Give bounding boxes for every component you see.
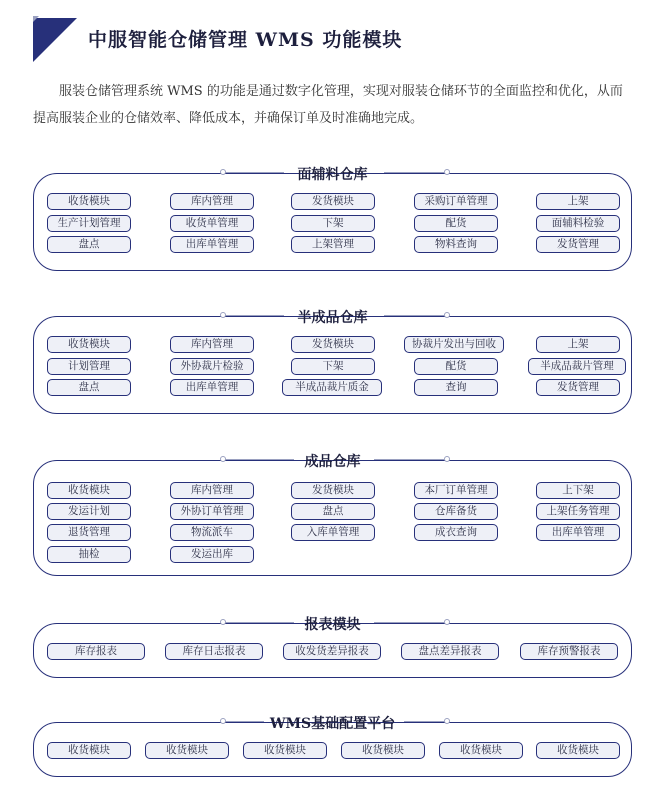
module-button[interactable]: 收货模块 [47, 336, 131, 353]
module-button[interactable]: 发运出库 [170, 546, 254, 563]
module-button[interactable]: 上架管理 [291, 236, 375, 253]
module-button[interactable]: 库存报表 [47, 643, 145, 660]
module-button[interactable]: 库内管理 [170, 336, 254, 353]
module-button[interactable]: 半成品裁片质金 [282, 379, 382, 396]
section-title-dot-left [220, 718, 226, 724]
module-button[interactable]: 盘点差异报表 [401, 643, 499, 660]
section-title: 成品仓库 [304, 454, 361, 470]
module-button[interactable]: 出库单管理 [170, 236, 254, 253]
module-button[interactable]: 上下架 [536, 482, 620, 499]
section-title-dot-right [444, 619, 450, 625]
section-title-dot-right [444, 456, 450, 462]
module-button[interactable]: 收货模块 [439, 742, 523, 759]
module-button[interactable]: 收货模块 [145, 742, 229, 759]
section-title-dot-left [220, 456, 226, 462]
module-button[interactable]: 收货模块 [341, 742, 425, 759]
module-button[interactable]: 下架 [291, 215, 375, 232]
module-button[interactable]: 发货管理 [536, 379, 620, 396]
section-title-dot-left [220, 619, 226, 625]
module-button[interactable]: 本厂订单管理 [414, 482, 498, 499]
module-button[interactable]: 收货模块 [47, 193, 131, 210]
section-title-line-left [224, 459, 294, 460]
module-button[interactable]: 协裁片发出与回收 [404, 336, 504, 353]
section-finished-goods-warehouse [33, 454, 632, 576]
module-button[interactable]: 库内管理 [170, 482, 254, 499]
module-button[interactable]: 外协裁片检验 [170, 358, 254, 375]
module-button[interactable]: 仓库备货 [414, 503, 498, 520]
module-button[interactable]: 发货模块 [291, 482, 375, 499]
section-title-line-right [374, 622, 444, 623]
section-title-line-left [224, 622, 294, 623]
section-title-dot-right [444, 718, 450, 724]
module-button[interactable]: 盘点 [47, 379, 131, 396]
section-reports [33, 617, 632, 678]
module-button[interactable]: 成衣查询 [414, 524, 498, 541]
module-button[interactable]: 上架 [536, 336, 620, 353]
section-fabric-warehouse [33, 167, 632, 271]
section-title-line-left [224, 172, 284, 173]
section-semi-finished-warehouse [33, 310, 632, 414]
module-button[interactable]: 库存日志报表 [165, 643, 263, 660]
section-title: WMS基础配置平台 [269, 716, 396, 732]
module-button[interactable]: 退货管理 [47, 524, 131, 541]
section-title-dot-right [444, 169, 450, 175]
module-button[interactable]: 抽检 [47, 546, 131, 563]
module-button[interactable]: 出库单管理 [536, 524, 620, 541]
module-button[interactable]: 收货模块 [536, 742, 620, 759]
module-button[interactable]: 入库单管理 [291, 524, 375, 541]
section-title-dot-left [220, 169, 226, 175]
module-button[interactable]: 配货 [414, 215, 498, 232]
section-title-line-right [374, 459, 444, 460]
section-title-dot-right [444, 312, 450, 318]
section-title-line-left [224, 721, 264, 722]
page-header [0, 0, 651, 64]
intro-paragraph: 服装仓储管理系统 WMS 的功能是通过数字化管理，实现对服装仓储环节的全面监控和优化，从而提高服装企业的仓储效率、降低成本，并确保订单及时准确地完成。 [33, 84, 623, 126]
section-wms-base-config [33, 716, 632, 777]
section-title-dot-left [220, 312, 226, 318]
triangle-logo-icon [33, 16, 79, 62]
module-button[interactable]: 生产计划管理 [47, 215, 131, 232]
module-button[interactable]: 发货管理 [536, 236, 620, 253]
module-button[interactable]: 收货模块 [47, 482, 131, 499]
section-title-line-right [404, 721, 444, 722]
module-button[interactable]: 发货模块 [291, 336, 375, 353]
module-button[interactable]: 采购订单管理 [414, 193, 498, 210]
module-button[interactable]: 收货单管理 [170, 215, 254, 232]
section-title: 报表模块 [304, 617, 361, 633]
module-button[interactable]: 上架任务管理 [536, 503, 620, 520]
module-button[interactable]: 收货模块 [47, 742, 131, 759]
module-button[interactable]: 收发货差异报表 [283, 643, 381, 660]
page-title: 中服智能仓储管理 WMS 功能模块 [88, 29, 403, 51]
module-button[interactable]: 收货模块 [243, 742, 327, 759]
module-button[interactable]: 面辅料检验 [536, 215, 620, 232]
module-button[interactable]: 计划管理 [47, 358, 131, 375]
module-button[interactable]: 发货模块 [291, 193, 375, 210]
module-button[interactable]: 下架 [291, 358, 375, 375]
module-button[interactable]: 配货 [414, 358, 498, 375]
module-button[interactable]: 半成品裁片管理 [528, 358, 626, 375]
section-title: 面辅料仓库 [297, 167, 368, 183]
module-button[interactable]: 查询 [414, 379, 498, 396]
module-button[interactable]: 上架 [536, 193, 620, 210]
section-title-line-right [384, 172, 444, 173]
module-button[interactable]: 出库单管理 [170, 379, 254, 396]
module-button[interactable]: 盘点 [291, 503, 375, 520]
module-button[interactable]: 物料查询 [414, 236, 498, 253]
section-title: 半成品仓库 [297, 310, 368, 326]
section-title-line-right [384, 315, 444, 316]
module-button[interactable]: 库内管理 [170, 193, 254, 210]
module-button[interactable]: 物流派车 [170, 524, 254, 541]
section-title-line-left [224, 315, 284, 316]
module-button[interactable]: 外协订单管理 [170, 503, 254, 520]
module-button[interactable]: 盘点 [47, 236, 131, 253]
module-button[interactable]: 库存预警报表 [520, 643, 618, 660]
module-button[interactable]: 发运计划 [47, 503, 131, 520]
